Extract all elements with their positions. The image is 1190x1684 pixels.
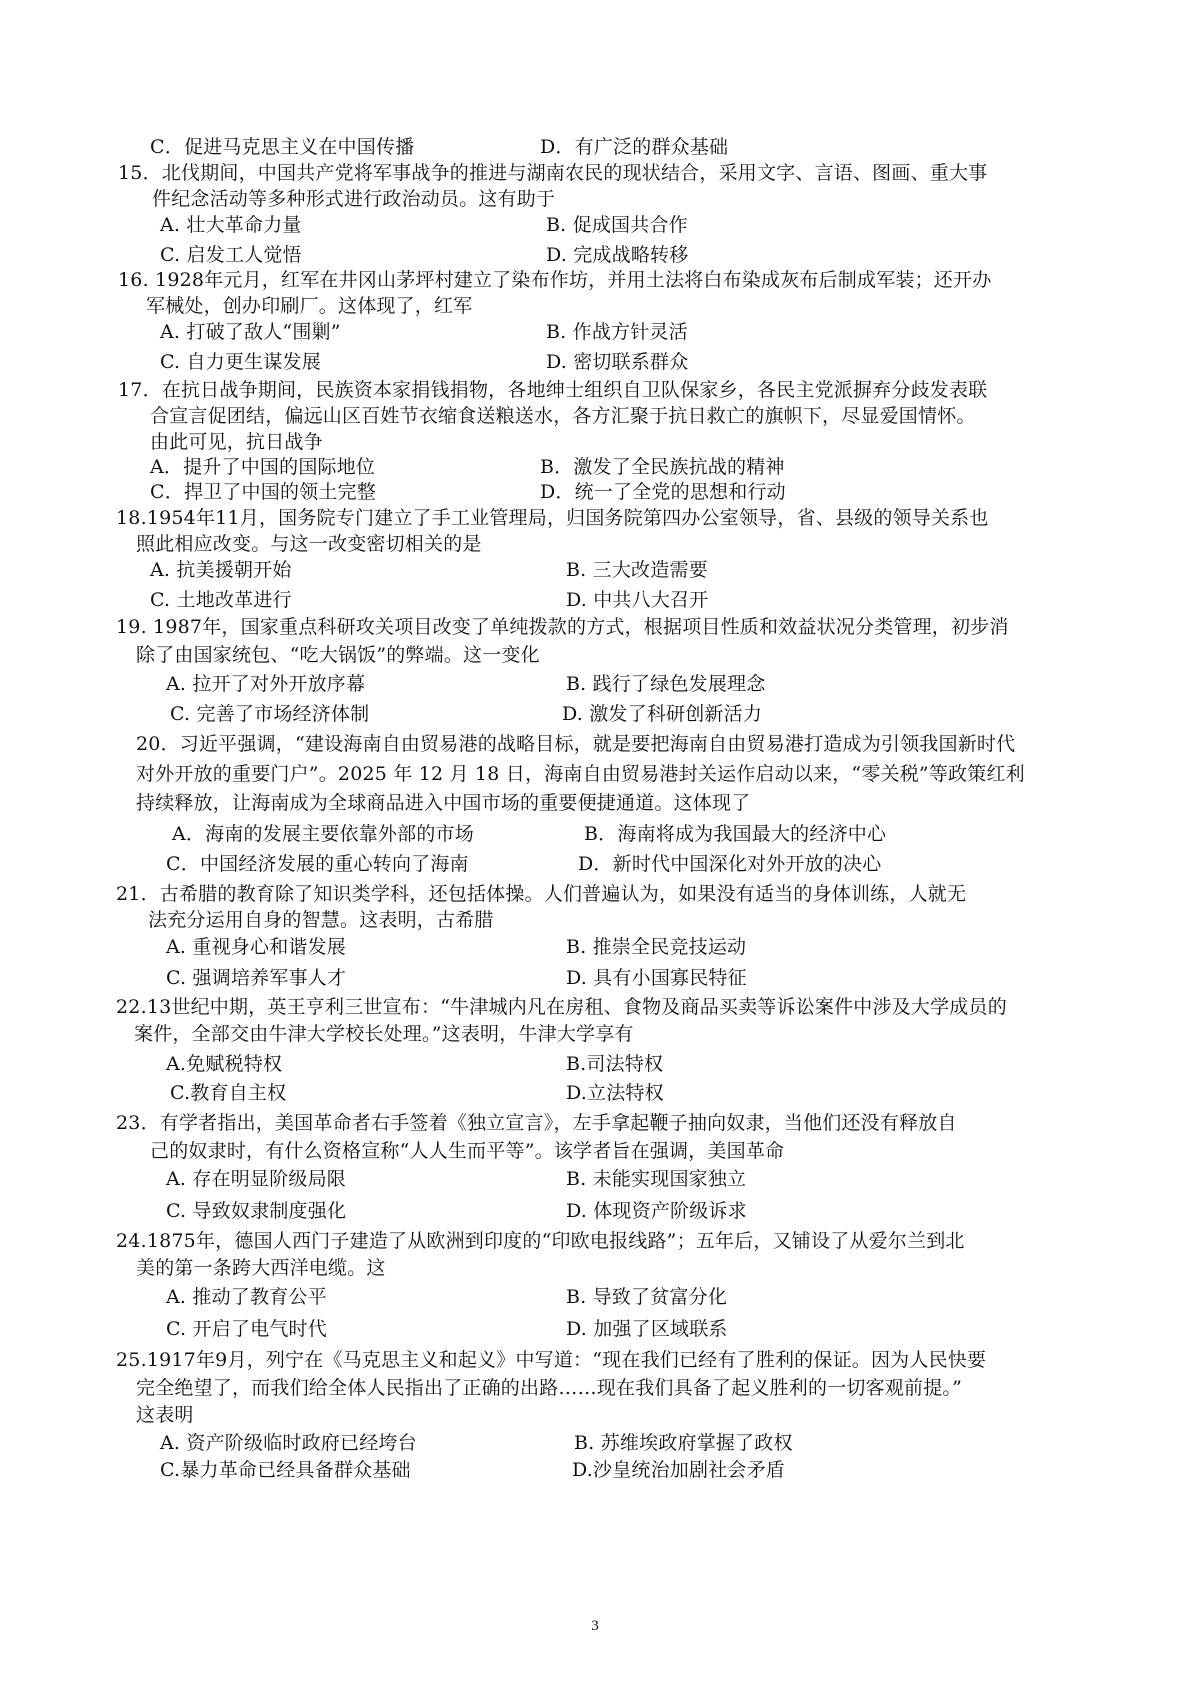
q17-option-b[interactable]: B．激发了全民族抗战的精神 bbox=[540, 456, 785, 478]
q21-option-a[interactable]: A. 重视身心和谐发展 bbox=[166, 936, 347, 958]
q18-option-c[interactable]: C. 土地改革进行 bbox=[150, 589, 292, 611]
q23-option-b[interactable]: B. 未能实现国家独立 bbox=[566, 1168, 747, 1190]
q19-option-a[interactable]: A. 拉开了对外开放序幕 bbox=[166, 673, 366, 695]
q18-option-a[interactable]: A. 抗美援朝开始 bbox=[150, 559, 292, 581]
q16-option-a[interactable]: A. 打破了敌人“围剿” bbox=[160, 321, 341, 343]
q25-option-d[interactable]: D.沙皇统治加剧社会矛盾 bbox=[572, 1459, 785, 1481]
q14-option-d[interactable]: D．有广泛的群众基础 bbox=[540, 136, 729, 158]
q15-stem-line-2: 件纪念活动等多种形式进行政治动员。这有助于 bbox=[152, 188, 556, 210]
q24-option-a[interactable]: A. 推动了教育公平 bbox=[166, 1286, 327, 1308]
q24-stem-line-1: 24.1875年，德国人西门子建造了从欧洲到印度的“印欧电报线路”；五年后，又铺设了从爱尔兰到北 bbox=[116, 1230, 965, 1252]
q20-stem-line-1: 20．习近平强调，“建设海南自由贸易港的战略目标，就是要把海南自由贸易港打造成为引领我国新时代 bbox=[136, 733, 1016, 755]
q19-option-c[interactable]: C. 完善了市场经济体制 bbox=[170, 703, 370, 725]
q17-option-a[interactable]: A．提升了中国的国际地位 bbox=[150, 456, 376, 478]
q17-stem-line-2: 合宣言促团结，偏远山区百姓节衣缩食送粮送水，各方汇聚于抗日救亡的旗帜下，尽显爱国情怀。 bbox=[150, 405, 976, 427]
q21-option-b[interactable]: B. 推崇全民竞技运动 bbox=[566, 936, 747, 958]
q24-option-d[interactable]: D. 加强了区域联系 bbox=[566, 1318, 728, 1340]
q20-stem-line-3: 持续释放，让海南成为全球商品进入中国市场的重要便捷通道。这体现了 bbox=[136, 792, 751, 814]
q19-stem-line-2: 除了由国家统包、“吃大锅饭”的弊端。这一变化 bbox=[136, 644, 540, 666]
q21-option-d[interactable]: D. 具有小国寡民特征 bbox=[566, 967, 747, 989]
q22-option-b[interactable]: B.司法特权 bbox=[566, 1053, 664, 1075]
q25-stem-line-1: 25.1917年9月，列宁在《马克思主义和起义》中写道：“现在我们已经有了胜利的保证。因为人民快要 bbox=[116, 1349, 987, 1371]
q21-stem-line-1: 21．古希腊的教育除了知识类学科，还包括体操。人们普遍认为，如果没有适当的身体训练，人就无 bbox=[116, 883, 967, 905]
q20-option-c[interactable]: C．中国经济发展的重心转向了海南 bbox=[166, 853, 469, 875]
q23-option-a[interactable]: A. 存在明显阶级局限 bbox=[166, 1168, 347, 1190]
q19-option-b[interactable]: B. 践行了绿色发展理念 bbox=[566, 673, 766, 695]
q15-option-d[interactable]: D. 完成战略转移 bbox=[546, 244, 689, 266]
q22-stem-line-1: 22.13世纪中期，英王亨利三世宣布：“牛津城内凡在房租、食物及商品买卖等诉讼案件中涉及大学成员的 bbox=[116, 996, 1007, 1018]
q25-option-c[interactable]: C.暴力革命已经具备群众基础 bbox=[160, 1459, 411, 1481]
q21-stem-line-2: 法充分运用自身的智慧。这表明，古希腊 bbox=[148, 909, 494, 931]
q24-stem-line-2: 美的第一条跨大西洋电缆。这 bbox=[136, 1257, 386, 1279]
q24-option-b[interactable]: B. 导致了贫富分化 bbox=[566, 1286, 728, 1308]
q25-stem-line-2: 完全绝望了，而我们给全体人民指出了正确的出路……现在我们具备了起义胜利的一切客观前提。” bbox=[136, 1377, 963, 1399]
q21-option-c[interactable]: C. 强调培养军事人才 bbox=[166, 967, 347, 989]
q20-stem-line-2: 对外开放的重要门户”。2025 年 12 月 18 日，海南自由贸易港封关运作启动以来，“零关税”等政策红利 bbox=[136, 763, 1025, 785]
q15-option-c[interactable]: C. 启发工人觉悟 bbox=[160, 244, 302, 266]
q16-option-d[interactable]: D. 密切联系群众 bbox=[546, 351, 689, 373]
q19-option-d[interactable]: D. 激发了科研创新活力 bbox=[562, 703, 763, 725]
q23-stem-line-1: 23．有学者指出，美国革命者右手签着《独立宣言》，左手拿起鞭子抽向奴隶，当他们还没有释放自 bbox=[116, 1112, 957, 1134]
q15-stem-line-1: 15．北伐期间，中国共产党将军事战争的推进与湖南农民的现状结合，采用文字、言语、图画、重大事 bbox=[118, 162, 988, 184]
q22-stem-line-2: 案件，全部交由牛津大学校长处理。”这表明，牛津大学享有 bbox=[134, 1023, 634, 1045]
q16-stem-line-2: 军械处，创办印刷厂。这体现了，红军 bbox=[146, 295, 473, 317]
q24-option-c[interactable]: C. 开启了电气时代 bbox=[166, 1318, 327, 1340]
page-number: 3 bbox=[591, 1618, 599, 1634]
q15-option-a[interactable]: A. 壮大革命力量 bbox=[160, 214, 302, 236]
q16-stem-line-1: 16. 1928年元月，红军在井冈山茅坪村建立了染布作坊，并用土法将白布染成灰布后制成军装；还开办 bbox=[118, 269, 992, 291]
q20-option-b[interactable]: B．海南将成为我国最大的经济中心 bbox=[584, 823, 887, 845]
q14-option-c[interactable]: C．促进马克思主义在中国传播 bbox=[150, 136, 415, 158]
q22-option-c[interactable]: C.教育自主权 bbox=[170, 1082, 287, 1104]
q22-option-d[interactable]: D.立法特权 bbox=[566, 1082, 664, 1104]
q18-stem-line-1: 18.1954年11月，国务院专门建立了手工业管理局，归国务院第四办公室领导，省、县级的领导关系也 bbox=[116, 507, 989, 529]
q25-option-b[interactable]: B. 苏维埃政府掌握了政权 bbox=[574, 1432, 793, 1454]
q17-stem-line-3: 由此可见，抗日战争 bbox=[150, 431, 323, 453]
q20-option-a[interactable]: A．海南的发展主要依靠外部的市场 bbox=[172, 823, 474, 845]
q22-option-a[interactable]: A.免赋税特权 bbox=[166, 1053, 283, 1075]
q15-option-b[interactable]: B. 促成国共合作 bbox=[546, 214, 688, 236]
q25-stem-line-3: 这表明 bbox=[136, 1404, 194, 1426]
q17-option-d[interactable]: D．统一了全党的思想和行动 bbox=[540, 481, 786, 503]
q23-option-c[interactable]: C. 导致奴隶制度强化 bbox=[166, 1200, 347, 1222]
q17-stem-line-1: 17．在抗日战争期间，民族资本家捐钱捐物，各地绅士组织自卫队保家乡，各民主党派摒弃分歧发表联 bbox=[118, 379, 988, 401]
q17-option-c[interactable]: C．捍卫了中国的领土完整 bbox=[150, 481, 376, 503]
q16-option-b[interactable]: B. 作战方针灵活 bbox=[546, 321, 688, 343]
q20-option-d[interactable]: D．新时代中国深化对外开放的决心 bbox=[578, 853, 882, 875]
q23-stem-line-2: 己的奴隶时，有什么资格宣称“人人生而平等”。该学者旨在强调，美国革命 bbox=[150, 1140, 785, 1162]
q19-stem-line-1: 19. 1987年，国家重点科研攻关项目改变了单纯拨款的方式，根据项目性质和效益状况分类管理，初步消 bbox=[116, 616, 1009, 638]
q18-stem-line-2: 照此相应改变。与这一改变密切相关的是 bbox=[136, 533, 482, 555]
q18-option-b[interactable]: B. 三大改造需要 bbox=[566, 559, 708, 581]
q23-option-d[interactable]: D. 体现资产阶级诉求 bbox=[566, 1200, 747, 1222]
q18-option-d[interactable]: D. 中共八大召开 bbox=[566, 589, 709, 611]
q25-option-a[interactable]: A. 资产阶级临时政府已经垮台 bbox=[160, 1432, 417, 1454]
q16-option-c[interactable]: C. 自力更生谋发展 bbox=[160, 351, 321, 373]
